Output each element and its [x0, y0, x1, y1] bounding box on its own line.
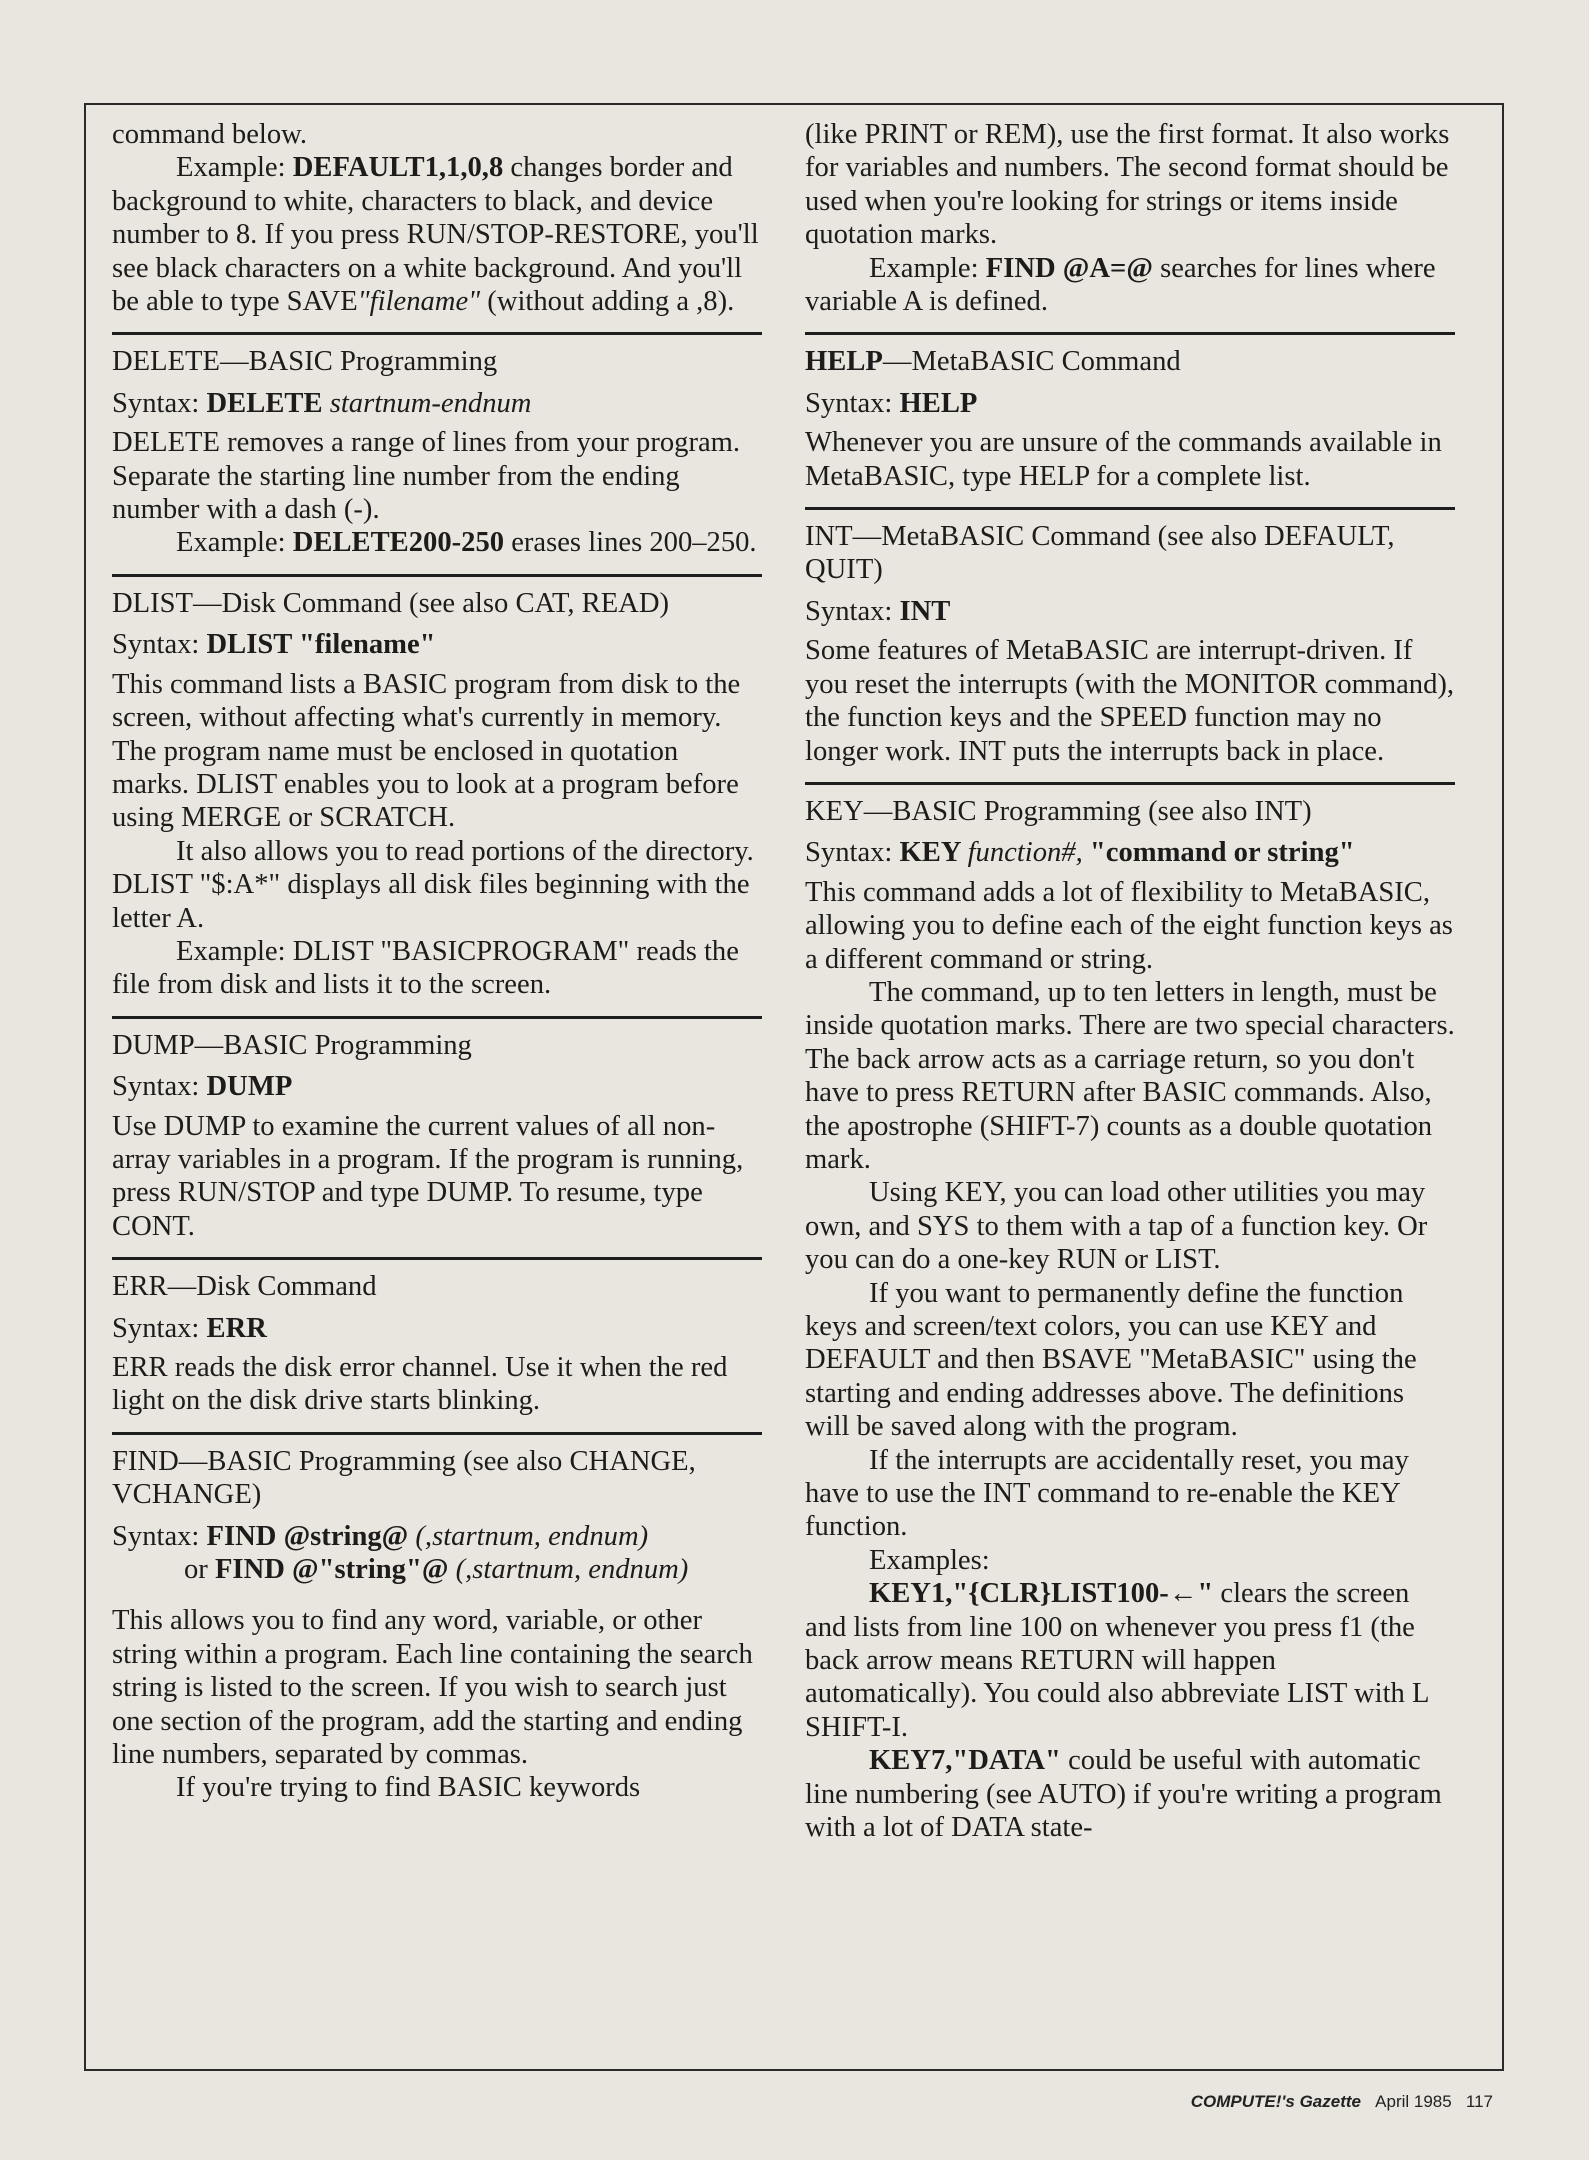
entry-examples-label: Examples:: [869, 1544, 990, 1576]
right-column: [805, 118, 1455, 1845]
find-example: Example: FIND @A=@ searches for lines where variable A is defined.: [805, 252, 1436, 318]
entry-example-key-1: KEY1,"{CLR}LIST100-←" clears the screen and lists from line 100 on whenever you press f1 (the back arrow means RETURN will happen automatically). You could also abbreviate LIST with L SHIFT-I.: [805, 1578, 1429, 1743]
entry-desc-delete: DELETE removes a range of lines from your program. Separate the starting line number from the ending number with a dash (-).: [112, 427, 741, 526]
entry-desc-find: This allows you to find any word, variable, or other string within a program. Each line containing the search string is listed to the screen. If you wish to search just one section of the program, add the starting and ending line numbers, separated by commas.: [112, 1605, 753, 1771]
entry-example-dlist: Example: DLIST "BASICPROGRAM" reads the file from disk and lists it to the screen.: [112, 935, 739, 1001]
entry-syntax-dlist: Syntax: DLIST "filename": [112, 629, 436, 661]
intro-text: command below.: [112, 119, 308, 150]
footer-issue: April 1985: [1375, 2092, 1452, 2111]
footer-magazine: COMPUTE!'s Gazette: [1190, 2092, 1361, 2111]
entry-para-key-3: Using KEY, you can load other utilities you may own, and SYS to them with a tap of a function key. Or you can do a one-key RUN or LIST.: [805, 1177, 1428, 1276]
entry-para-find: If you're trying to find BASIC keywords: [176, 1772, 641, 1804]
entry-syntax-int: Syntax: INT: [805, 595, 951, 627]
entry-heading-help: HELP—MetaBASIC Command: [805, 346, 1181, 378]
entry-heading-dlist: DLIST—Disk Command (see also CAT, READ): [112, 587, 669, 619]
entry-heading-dump: DUMP—BASIC Programming: [112, 1029, 472, 1061]
page-footer: [1191, 2092, 1493, 2112]
entry-para-key-4: If you want to permanently define the function keys and screen/text colors, you can use KEY and DEFAULT and then BSAVE "MetaBASIC" using the starting and ending addresses above. The definitions will be saved along with the program.: [805, 1277, 1417, 1443]
entry-heading-err: ERR—Disk Command: [112, 1271, 377, 1303]
footer-page-number: 117: [1465, 2092, 1493, 2111]
entry-para-dlist: It also allows you to read portions of the directory. DLIST "$:A*" displays all disk files beginning with the letter A.: [112, 835, 754, 934]
entry-desc-err: ERR reads the disk error channel. Use it when the red light on the disk drive starts blinking.: [112, 1352, 728, 1417]
entry-desc-help: Whenever you are unsure of the commands available in MetaBASIC, type HELP for a complete list.: [805, 427, 1442, 492]
entry-desc-key: This command adds a lot of flexibility to MetaBASIC, allowing you to define each of the eight function keys as a different command or string.: [805, 876, 1453, 975]
divider: [805, 507, 1455, 510]
divider: [112, 1257, 762, 1260]
entry-syntax-key: Syntax: KEY function#, "command or string": [805, 837, 1355, 869]
divider: [112, 1016, 762, 1019]
divider: [112, 1432, 762, 1435]
divider: [112, 332, 762, 335]
entry-syntax-delete: Syntax: DELETE startnum-endnum: [112, 387, 532, 419]
find-continued-text: (like PRINT or REM), use the first format. It also works for variables and numbers. The second format should be used when you're looking for strings or items inside quotation marks.: [805, 119, 1450, 251]
left-column: [112, 118, 762, 1805]
entry-heading-key: KEY—BASIC Programming (see also INT): [805, 795, 1312, 827]
entry-para-key-5: If the interrupts are accidentally reset, you may have to use the INT command to re-enable the KEY function.: [805, 1444, 1409, 1543]
entry-example-delete: Example: DELETE200-250 erases lines 200–250.: [176, 527, 757, 559]
entry-syntax-help: Syntax: HELP: [805, 387, 978, 419]
entry-desc-dlist: This command lists a BASIC program from disk to the screen, without affecting what's currently in memory. The program name must be enclosed in quotation marks. DLIST enables you to look at a program before using MERGE or SCRATCH.: [112, 668, 741, 834]
entry-heading-int: INT—MetaBASIC Command (see also DEFAULT, QUIT): [805, 521, 1395, 586]
entry-heading-find: FIND—BASIC Programming (see also CHANGE, VCHANGE): [112, 1445, 696, 1511]
entry-desc-dump: Use DUMP to examine the current values of all non-array variables in a program. If the program is running, press RUN/STOP and type DUMP. To resume, type CONT.: [112, 1110, 744, 1242]
entry-syntax-dump: Syntax: DUMP: [112, 1071, 293, 1103]
divider: [112, 574, 762, 577]
entry-para-key-2: The command, up to ten letters in length, must be inside quotation marks. There are two special characters. The back arrow acts as a carriage return, so you don't have to press RETURN after BASIC commands. Also, the apostrophe (SHIFT-7) counts as a double quotation mark.: [805, 976, 1455, 1175]
divider: [805, 332, 1455, 335]
default-example: Example: DEFAULT1,1,0,8 changes border and background to white, characters to black, and device number to 8. If you press RUN/STOP-RESTORE, you'll see black characters on a white background. And you'll be able to type SAVE"filename" (without adding a ,8).: [112, 152, 759, 318]
divider: [805, 782, 1455, 785]
entry-heading-delete: DELETE—BASIC Programming: [112, 346, 498, 378]
entry-example-key-2: KEY7,"DATA" could be useful with automatic line numbering (see AUTO) if you're writing a program with a lot of DATA state-: [805, 1745, 1442, 1844]
entry-syntax-err: Syntax: ERR: [112, 1312, 267, 1344]
entry-desc-int: Some features of MetaBASIC are interrupt-driven. If you reset the interrupts (with the MONITOR command), the function keys and the SPEED function may no longer work. INT puts the interrupts back in place.: [805, 635, 1455, 767]
entry-syntax-find: Syntax: FIND @string@ (,startnum, endnum) or FIND @"string"@ (,startnum, endnum): [112, 1520, 689, 1586]
